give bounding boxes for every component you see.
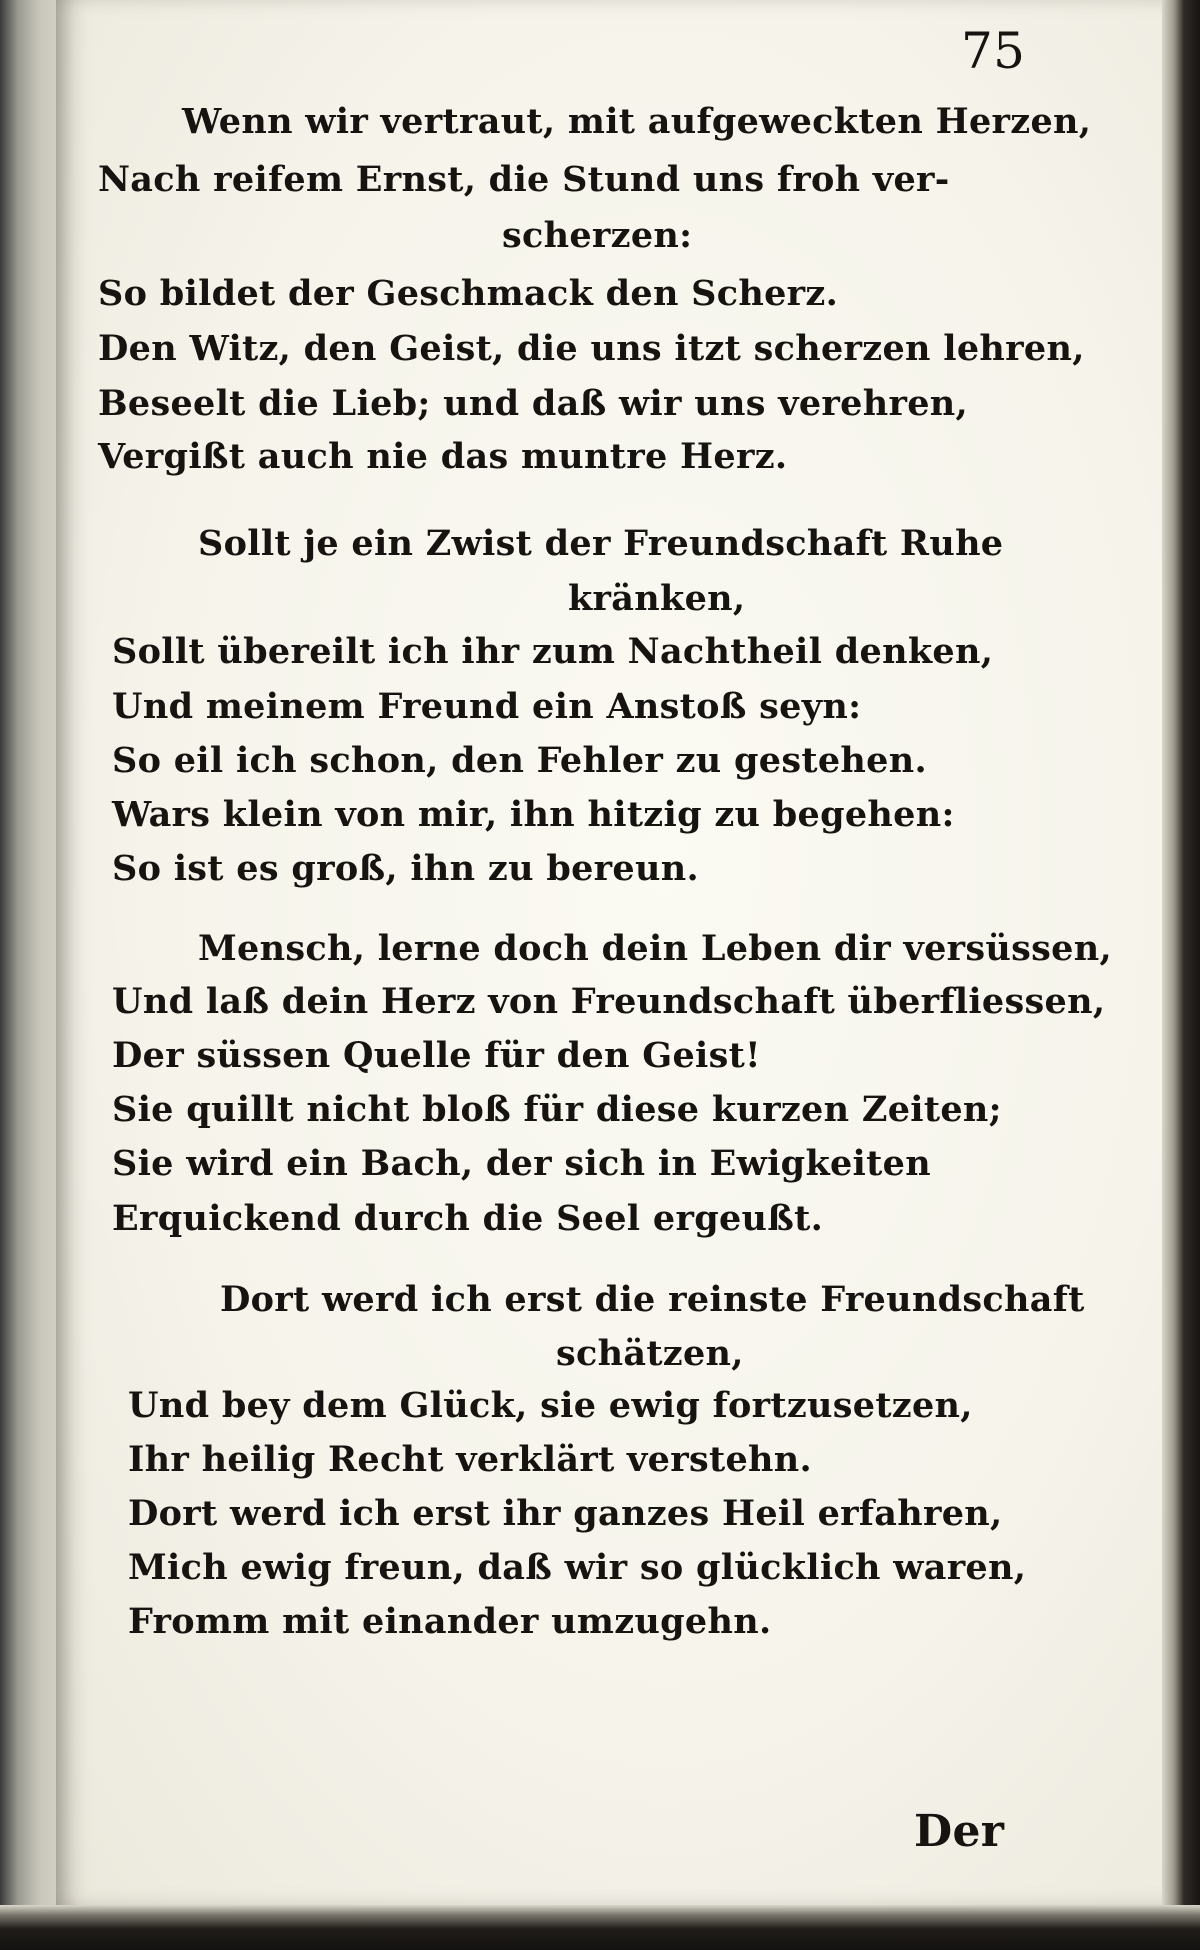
verse-line: Sollt je ein Zwist der Freundschaft Ruhe [198,523,1004,564]
verse-line: Den Witz, den Geist, die uns itzt scherzen lehren, [98,328,1085,369]
verse-line: Und laß dein Herz von Freundschaft überfliessen, [112,981,1106,1022]
verse-line: Dort werd ich erst die reinste Freundschaft [220,1279,1085,1320]
verse-line: Und meinem Freund ein Anstoß seyn: [112,686,862,727]
verse-line: So ist es groß, ihn zu bereun. [112,848,699,889]
verse-line: schätzen, [556,1333,744,1374]
catchword: Der [914,1806,1005,1857]
verse-line: Mich ewig freun, daß wir so glücklich waren, [128,1547,1027,1588]
verse-line: Der süssen Quelle für den Geist! [112,1035,761,1076]
page-edge-right [1162,0,1200,1950]
verse-line: Nach reifem Ernst, die Stund uns froh ver- [98,159,950,200]
page-edge-bottom [0,1905,1200,1950]
verse-line: Erquickend durch die Seel ergeußt. [112,1198,824,1239]
verse-line: So eil ich schon, den Fehler zu gestehen. [112,740,927,781]
verse-line: scherzen: [502,215,693,256]
page-sheet [56,0,1162,1905]
verse-line: Wenn wir vertraut, mit aufgeweckten Herzen, [182,101,1092,142]
verse-line: Fromm mit einander umzugehn. [128,1601,772,1642]
verse-line: Mensch, lerne doch dein Leben dir versüssen, [198,928,1112,969]
verse-line: Sie quillt nicht bloß für diese kurzen Zeiten; [112,1089,1002,1130]
verse-line: Beseelt die Lieb; und daß wir uns verehren, [98,383,969,424]
verse-line: kränken, [568,578,746,619]
verse-line: Sie wird ein Bach, der sich in Ewigkeiten [112,1143,931,1184]
page-number: 75 [961,22,1026,80]
verse-line: Und bey dem Glück, sie ewig fortzusetzen, [128,1385,973,1426]
verse-line: Ihr heilig Recht verklärt verstehn. [128,1439,812,1480]
verse-line: Vergißt auch nie das muntre Herz. [98,436,788,477]
verse-line: Wars klein von mir, ihn hitzig zu begehen: [112,794,955,835]
verse-line: Sollt übereilt ich ihr zum Nachtheil denken, [112,631,994,672]
verse-line: So bildet der Geschmack den Scherz. [98,273,839,314]
verse-line: Dort werd ich erst ihr ganzes Heil erfahren, [128,1493,1003,1534]
